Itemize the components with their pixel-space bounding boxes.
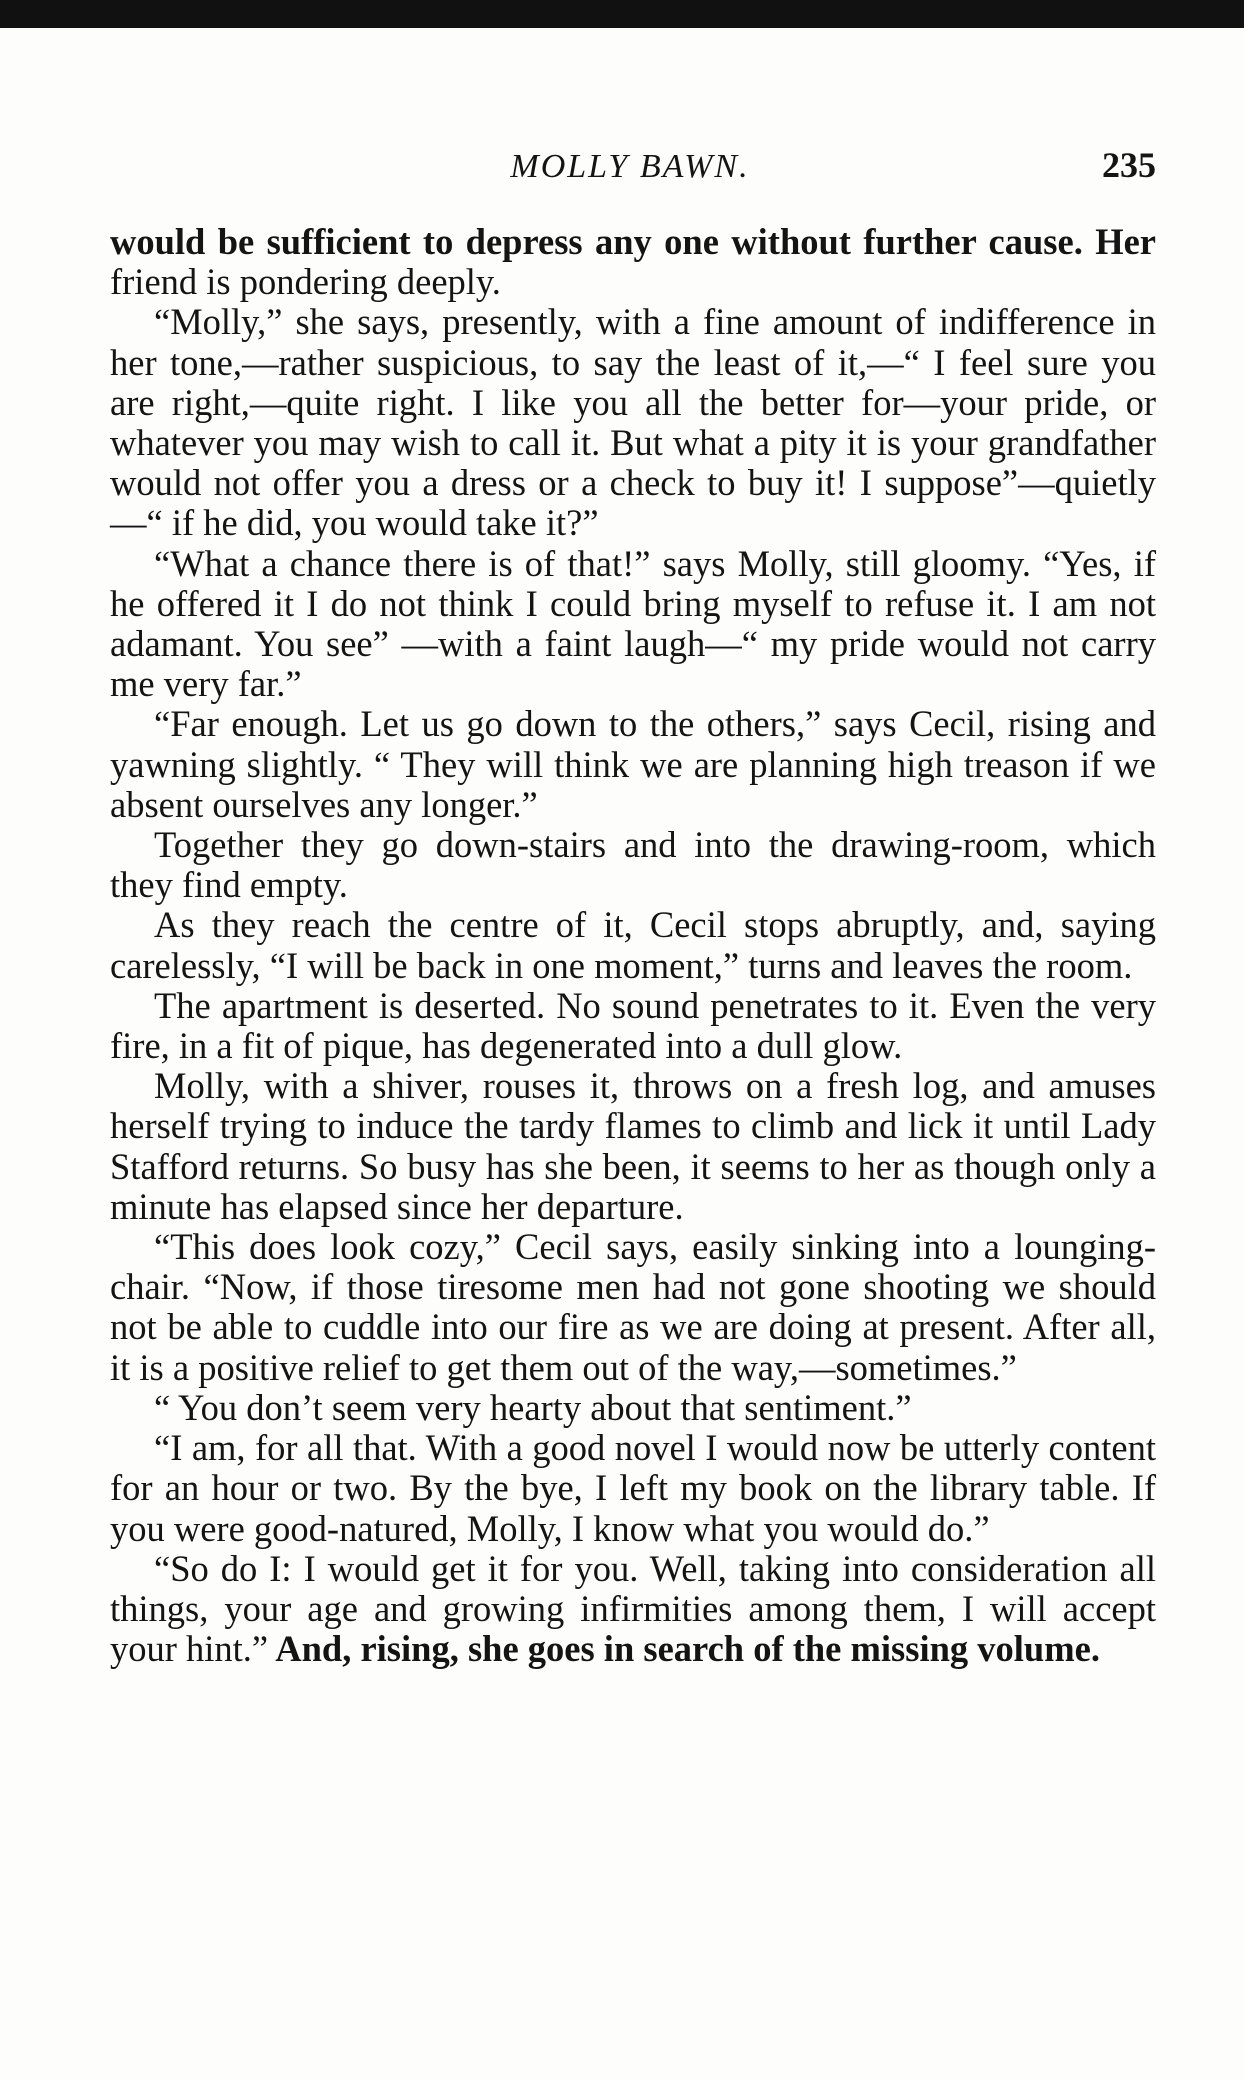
paragraph-continuation: would be sufficient to depress any one without further cause. Her friend is pondering deeply. (110, 221, 1156, 303)
paragraph: “Molly,” she says, presently, with a fine amount of indifference in her tone,—rather suspicious, to say the least of it,—“ I feel sure you are right,—quite right. I like you all the better for—your pride, or whatever you may wish to call it. But what a pity it is your grandfather would not offer you a dress or a check to buy it! I suppose”—quietly—“ if he did, you would take it?” (110, 301, 1156, 544)
paragraph: “What a chance there is of that!” says Molly, still gloomy. “Yes, if he offered it I do not think I could bring myself to refuse it. I am not adamant. You see” —with a faint laugh—“ my pride would not carry me very far.” (110, 542, 1156, 705)
paragraph: “ You don’t seem very hearty about that sentiment.” (154, 1386, 912, 1428)
paragraph: The apartment is deserted. No sound penetrates to it. Even the very fire, in a fit of pique, has degenerated into a dull glow. (110, 984, 1156, 1067)
paragraph: “I am, for all that. With a good novel I would now be utterly content for an hour or two. By the bye, I left my book on the library table. If you were good-natured, Molly, I know what you would do.” (110, 1427, 1156, 1549)
scan-top-edge (0, 0, 1244, 28)
paragraph: “This does look cozy,” Cecil says, easily sinking into a lounging-chair. “Now, if those tiresome men had not gone shooting we should not be able to cuddle into our fire as we are doing at present. After all, it is a positive relief to get them out of the way,—sometimes.” (110, 1226, 1156, 1388)
paragraph: Together they go down-stairs and into the drawing-room, which they find empty. (110, 824, 1156, 906)
page-number: 235 (1102, 145, 1156, 185)
paragraph: “Far enough. Let us go down to the others,” says Cecil, rising and yawning slightly. “ They will think we are planning high treason if we absent ourselves any longer.” (110, 703, 1156, 825)
running-title: MOLLY BAWN. (510, 148, 750, 185)
running-head (104, 140, 1156, 196)
paragraph-final-text: “So do I: I would get it for you. Well, taking into consideration all things, your age and growing infirmities among them, I will accept your hint.” (110, 1547, 1156, 1670)
closing-sentence: And, rising, she goes in search of the missing volume. (268, 1628, 1100, 1670)
paragraph: As they reach the centre of it, Cecil stops abruptly, and, saying carelessly, “I will be back in one moment,” turns and leaves the room. (110, 904, 1156, 986)
paragraph: Molly, with a shiver, rouses it, throws on a fresh log, and amuses herself trying to induce the tardy flames to climb and lick it until Lady Stafford returns. So busy has she been, it seems to her as though only a minute has elapsed since her departure. (110, 1065, 1156, 1227)
paragraph-final (110, 1549, 1156, 1670)
page-body (110, 222, 1156, 1669)
